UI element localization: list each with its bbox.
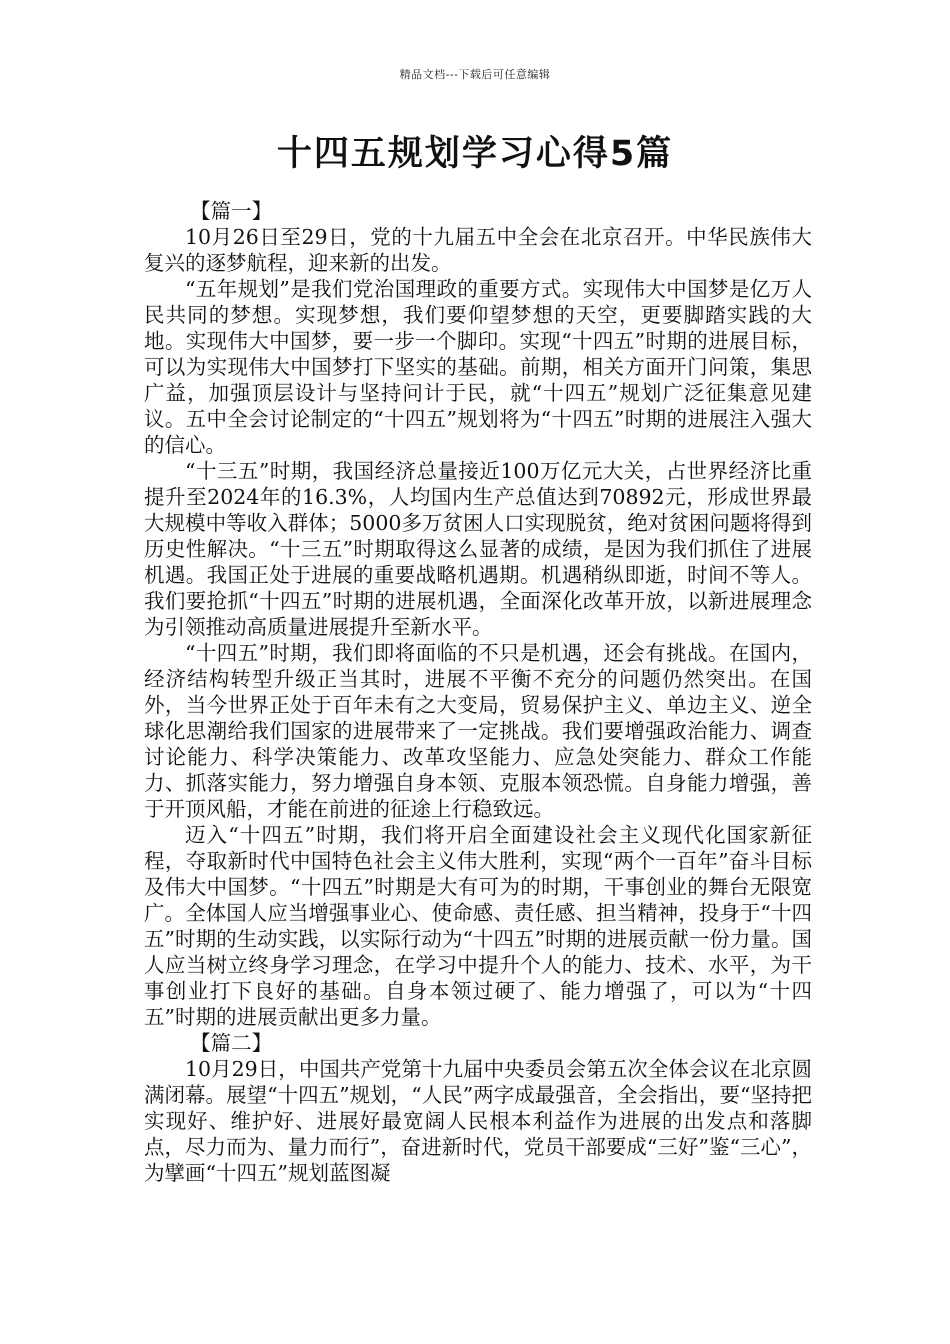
document-body xyxy=(144,198,812,1186)
paragraph: 10月29日，中国共产党第十九届中央委员会第五次全体会议在北京圆满闭幕。展望“十四五”规划，“人民”两字成最强音，全会指出，要“坚持把实现好、维护好、进展好最宽阔人民根本利益作为进展的出发点和落脚点，尽力而为、量力而行”，奋进新时代，党员干部要成“三好”鉴“三心”，为擘画“十四五”规划蓝图凝 xyxy=(144,1057,812,1185)
section-heading: 【篇一】 xyxy=(190,199,273,223)
header-note: 精品文档---下载后可任意编辑 xyxy=(399,68,551,81)
paragraph: 10月26日至29日，党的十九届五中全会在北京召开。中华民族伟大复兴的逐梦航程，迎来新的出发。 xyxy=(144,225,812,275)
paragraph: 迈入“十四五”时期，我们将开启全面建设社会主义现代化国家新征程，夺取新时代中国特色社会主义伟大胜利，实现“两个一百年”奋斗目标及伟大中国梦。“十四五”时期是大有可为的时期，干事创业的舞台无限宽广。全体国人应当增强事业心、使命感、责任感、担当精神，投身于“十四五”时期的生动实践，以实际行动为“十四五”时期的进展贡献一份力量。国人应当树立终身学习理念，在学习中提升个人的能力、技术、水平，为干事创业打下良好的基础。自身本领过硬了、能力增强了，可以为“十四五”时期的进展贡献出更多力量。 xyxy=(144,823,812,1029)
document-title: 十四五规划学习心得5篇 xyxy=(276,134,674,174)
section-heading: 【篇二】 xyxy=(190,1031,273,1055)
paragraph: “五年规划”是我们党治国理政的重要方式。实现伟大中国梦是亿万人民共同的梦想。实现梦想，我们要仰望梦想的天空，更要脚踏实践的大地。实现伟大中国梦，要一步一个脚印。实现“十四五”时期的进展目标，可以为实现伟大中国梦打下坚实的基础。前期，相关方面开门问策，集思广益，加强顶层设计与坚持问计于民，就“十四五”规划广泛征集意见建议。五中全会讨论制定的“十四五”规划将为“十四五”时期的进展注入强大的信心。 xyxy=(144,277,812,457)
paragraph: “十三五”时期，我国经济总量接近100万亿元大关，占世界经济比重提升至2024年的16.3%，人均国内生产总值达到70892元，形成世界最大规模中等收入群体；5000多万贫困人口实现脱贫，绝对贫困问题将得到历史性解决。“十三五”时期取得这么显著的成绩，是因为我们抓住了进展机遇。我国正处于进展的重要战略机遇期。机遇稍纵即逝，时间不等人。我们要抢抓“十四五”时期的进展机遇，全面深化改革开放，以新进展理念为引领推动高质量进展提升至新水平。 xyxy=(144,459,812,639)
paragraph: “十四五”时期，我们即将面临的不只是机遇，还会有挑战。在国内，经济结构转型升级正当其时，进展不平衡不充分的问题仍然突出。在国外，当今世界正处于百年未有之大变局，贸易保护主义、单边主义、逆全球化思潮给我们国家的进展带来了一定挑战。我们要增强政治能力、调查讨论能力、科学决策能力、改革攻坚能力、应急处突能力、群众工作能力、抓落实能力，努力增强自身本领、克服本领恐慌。自身能力增强，善于开顶风船，才能在前进的征途上行稳致远。 xyxy=(144,641,812,821)
